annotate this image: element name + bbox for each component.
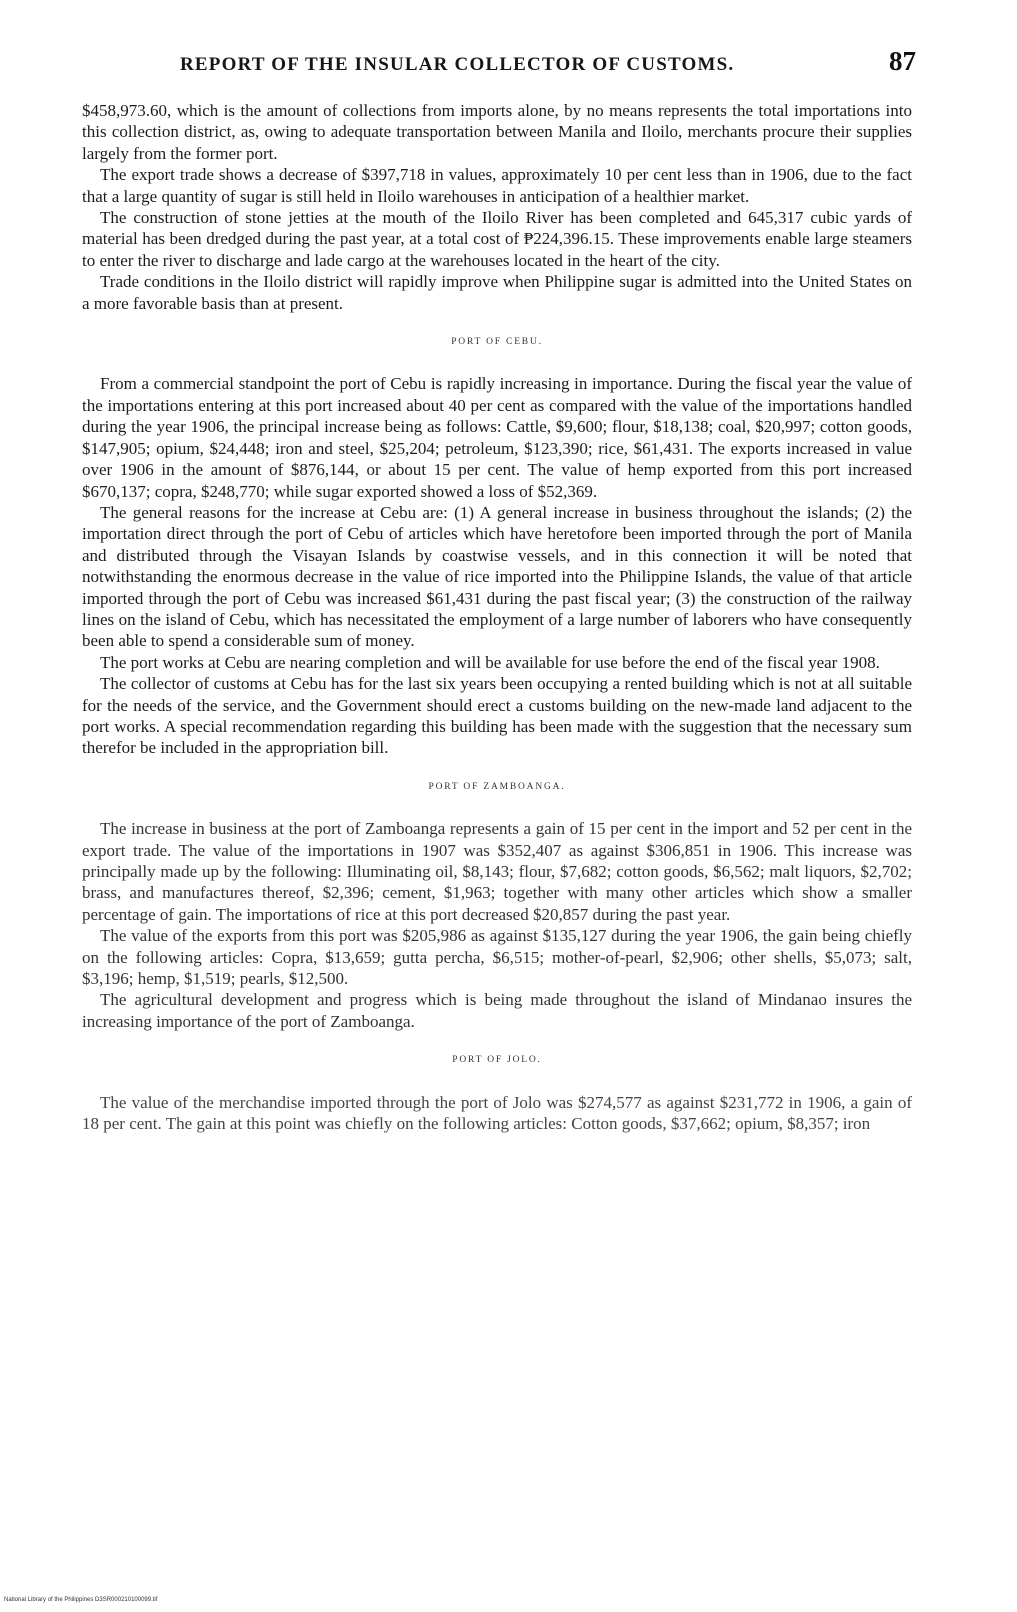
body-text	[82, 100, 912, 1134]
footer-watermark: National Library of the Philippines D3SR000210100099.tif	[4, 1597, 158, 1603]
paragraph: The general reasons for the increase at Cebu are: (1) A general increase in business throughout the islands; (2) the importation direct through the port of Cebu of articles which have heretofore been imported through the port of Manila and distributed through the Visayan Islands by coastwise vessels, and in this connection it will be noted that notwithstanding the enormous decrease in the value of rice imported into the Philippine Islands, the value of that article imported through the port of Cebu was increased $61,431 during the past fiscal year; (3) the construction of the railway lines on the island of Cebu, which has necessitated the employment of a large number of laborers who have consequently been able to spend a considerable sum of money.	[82, 502, 912, 651]
section-heading-cebu: PORT OF CEBU.	[451, 337, 543, 348]
paragraph: Trade conditions in the Iloilo district will rapidly improve when Philippine sugar is admitted into the United States on a more favorable basis than at present.	[82, 272, 912, 313]
paragraph: The agricultural development and progress which is being made throughout the island of Mindanao insures the increasing importance of the port of Zamboanga.	[82, 990, 912, 1031]
paragraph: The port works at Cebu are nearing completion and will be available for use before the end of the fiscal year 1908.	[100, 652, 880, 672]
paragraph: The value of the merchandise imported through the port of Jolo was $274,577 as against $231,772 in 1906, a gain of 18 per cent. The gain at this point was chiefly on the following articles: Cotton goods, $37,662; opium, $8,357; iron	[82, 1092, 912, 1134]
running-title: REPORT OF THE INSULAR COLLECTOR OF CUSTOMS.	[180, 54, 735, 75]
paragraph: $458,973.60, which is the amount of collections from imports alone, by no means represents the total importations into this collection district, as, owing to adequate transportation between Manila and Iloilo, merchants procure their supplies largely from the former port.	[82, 101, 912, 163]
paragraph: From a commercial standpoint the port of Cebu is rapidly increasing in importance. During the fiscal year the value of the importations entering at this port increased about 40 per cent as compared with the value of the importations handled during the year 1906, the principal increase being as follows: Cattle, $9,600; flour, $18,138; coal, $20,997; cotton goods, $147,905; opium, $24,448; iron and steel, $25,204; petroleum, $123,390; rice, $61,431. The exports increased in value over 1906 in the amount of $876,144, or about 15 per cent. The value of hemp exported from this port increased $670,137; copra, $248,770; while sugar exported showed a loss of $52,369.	[82, 374, 912, 501]
paragraph: The export trade shows a decrease of $397,718 in values, approximately 10 per cent less than in 1906, due to the fact that a large quantity of sugar is still held in Iloilo warehouses in anticipation of a healthier market.	[82, 165, 912, 206]
page-header	[180, 44, 916, 84]
paragraph: The increase in business at the port of Zamboanga represents a gain of 15 per cent in the import and 52 per cent in the export trade. The value of the importations in 1907 was $352,407 as against $306,851 in 1906. This increase was principally made up by the following: Illuminating oil, $8,143; flour, $7,682; cotton goods, $6,562; malt liquors, $2,702; brass, and manufactures thereof, $2,396; cement, $1,963; together with many other articles which show a smaller percentage of gain. The importations of rice at this port decreased $20,857 during the past year.	[82, 819, 912, 924]
paragraph: The collector of customs at Cebu has for the last six years been occupying a rented building which is not at all suitable for the needs of the service, and the Government should erect a customs building on the new-made land adjacent to the port works. A special recommendation regarding this building has been made with the suggestion that the necessary sum therefor be included in the appropriation bill.	[82, 674, 912, 758]
paragraph: The value of the exports from this port was $205,986 as against $135,127 during the year 1906, the gain being chiefly on the following articles: Copra, $13,659; gutta percha, $6,515; mother-of-pearl, $2,906; other shells, $5,073; salt, $3,196; hemp, $1,519; pearls, $12,500.	[82, 926, 912, 989]
paragraph: The construction of stone jetties at the mouth of the Iloilo River has been completed and 645,317 cubic yards of material has been dredged during the past year, at a total cost of ₱224,396.15. These improvements enable large steamers to enter the river to discharge and lade cargo at the warehouses located in the heart of the city.	[82, 208, 912, 270]
section-heading-jolo: PORT OF JOLO.	[452, 1055, 542, 1066]
section-heading-zamboanga: PORT OF ZAMBOANGA.	[428, 781, 566, 792]
page-number: 87	[889, 46, 916, 76]
